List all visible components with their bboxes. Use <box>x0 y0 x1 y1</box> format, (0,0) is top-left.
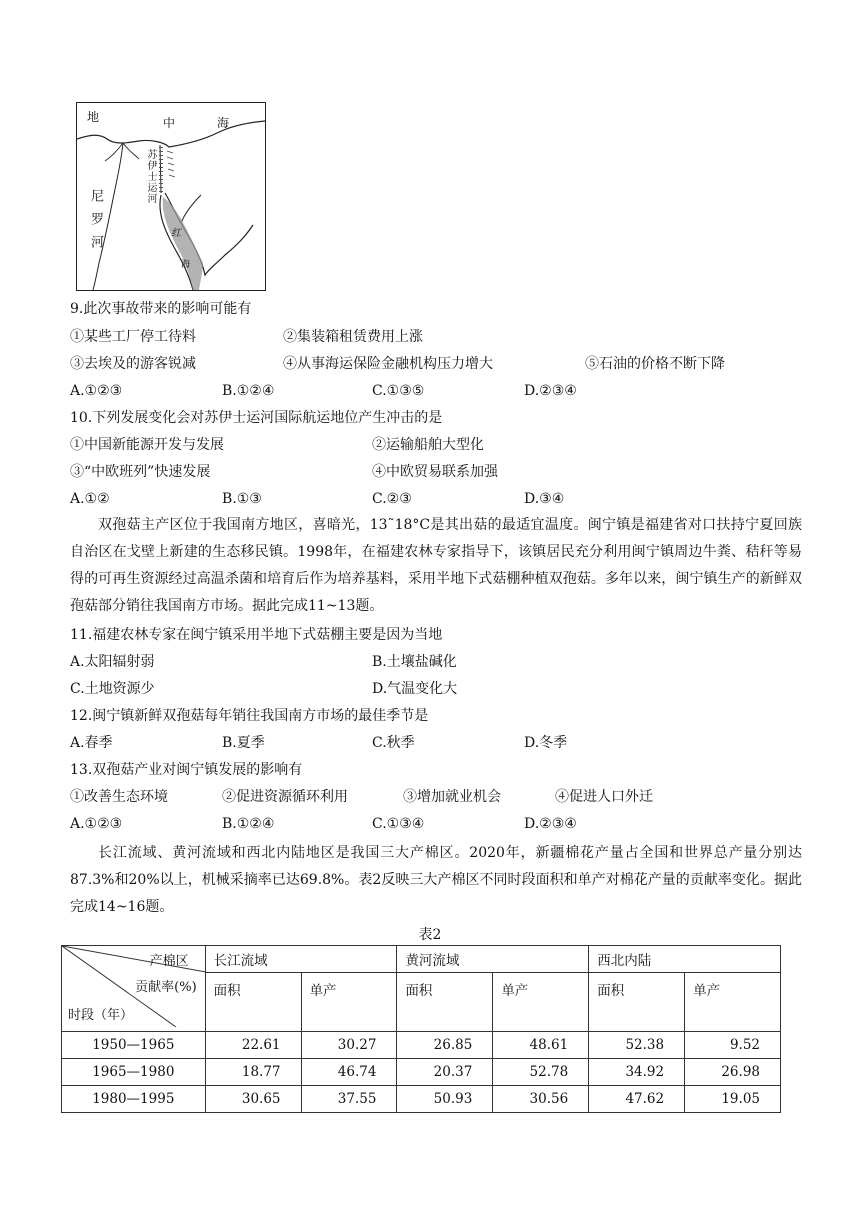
map-drawing <box>77 103 265 290</box>
subheader-yield-1: 单产 <box>301 973 397 1032</box>
q10-item-1: ①中国新能源开发与发展 <box>70 437 224 453</box>
subheader-area-1: 面积 <box>205 973 301 1032</box>
map-label-red-sea: 海 <box>181 260 191 270</box>
value-cell: 30.65 <box>205 1086 301 1113</box>
subheader-yield-2: 单产 <box>493 973 589 1032</box>
q9-option-a[interactable]: A.①②③ <box>70 383 123 399</box>
period-cell: 1950—1965 <box>62 1032 206 1059</box>
subheader-yield-3: 单产 <box>685 973 781 1032</box>
subheader-area-3: 面积 <box>589 973 685 1032</box>
corner-label-rate: 贡献率(%) <box>135 980 197 995</box>
map-label-red: 红 <box>171 228 181 239</box>
value-cell: 34.92 <box>589 1059 685 1086</box>
region-header-3: 西北内陆 <box>589 946 781 973</box>
value-cell: 48.61 <box>493 1032 589 1059</box>
q13-option-d[interactable]: D.②③④ <box>524 816 577 832</box>
cotton-table <box>61 945 781 1113</box>
table-caption: 表2 <box>418 927 442 943</box>
q9-item-1: ①某些工厂停工待料 <box>70 329 196 345</box>
value-cell: 52.38 <box>589 1032 685 1059</box>
q10-item-2: ②运输船舶大型化 <box>372 437 484 453</box>
table-header-row <box>62 946 781 973</box>
value-cell: 37.55 <box>301 1086 397 1113</box>
q9-item-3: ③去埃及的游客锐减 <box>70 356 196 372</box>
passage-cotton: 长江流域、黄河流域和西北内陆地区是我国三大产棉区。2020年，新疆棉花产量占全国和世界总产量分别达87.3%和20%以上，机械采摘率已达69.8%。表2反映三大产棉区不同时段面积和单产对棉花产量的贡献率变化。据此完成14~16题。 <box>70 845 802 915</box>
q11-stem: 11.福建农林专家在闽宁镇采用半地下式菇棚主要是因为当地 <box>70 627 443 643</box>
corner-label-region: 产棉区 <box>149 954 189 969</box>
suez-canal-map <box>76 102 266 291</box>
subheader-area-2: 面积 <box>397 973 493 1032</box>
map-label-suez-canal: 苏伊士运河 <box>145 149 156 204</box>
q10-option-a[interactable]: A.①② <box>70 491 110 507</box>
q13-stem: 13.双孢菇产业对闽宁镇发展的影响有 <box>70 762 303 778</box>
q10-stem: 10.下列发展变化会对苏伊士运河国际航运地位产生冲击的是 <box>70 410 443 426</box>
table-row <box>62 1086 781 1113</box>
period-cell: 1980—1995 <box>62 1086 206 1113</box>
q10-option-b[interactable]: B.①③ <box>222 491 262 507</box>
q11-option-a[interactable]: A.太阳辐射弱 <box>70 654 155 670</box>
map-label-nile: 尼罗河 <box>88 189 103 258</box>
q10-option-c[interactable]: C.②③ <box>372 491 412 507</box>
q13-item-2: ②促进资源循环利用 <box>222 789 348 805</box>
value-cell: 46.74 <box>301 1059 397 1086</box>
q9-stem: 9.此次事故带来的影响可能有 <box>70 301 252 317</box>
q13-option-a[interactable]: A.①②③ <box>70 816 123 832</box>
q13-item-1: ①改善生态环境 <box>70 789 168 805</box>
q12-option-b[interactable]: B.夏季 <box>222 735 265 751</box>
period-cell: 1965—1980 <box>62 1059 206 1086</box>
value-cell: 26.98 <box>685 1059 781 1086</box>
q9-option-b[interactable]: B.①②④ <box>222 383 275 399</box>
region-header-2: 黄河流域 <box>397 946 589 973</box>
value-cell: 52.78 <box>493 1059 589 1086</box>
passage-mushroom: 双孢菇主产区位于我国南方地区，喜暗光，13˜18°C是其出菇的最适宜温度。闽宁镇是福建省对口扶持宁夏回族自治区在戈壁上新建的生态移民镇。1998年，在福建农林专家指导下，该镇居民充分利用闽宁镇周边牛粪、秸秆等易得的可再生资源经过高温杀菌和培育后作为培养基料，采用半地下式菇棚种植双孢菇。多年以来，闽宁镇生产的新鲜双孢菇部分销往我国南方市场。据此完成11~13题。 <box>70 517 802 614</box>
value-cell: 19.05 <box>685 1086 781 1113</box>
q9-item-2: ②集装箱租赁费用上涨 <box>283 329 423 345</box>
q13-option-c[interactable]: C.①③④ <box>372 816 425 832</box>
q10-item-4: ④中欧贸易联系加强 <box>372 464 498 480</box>
q12-option-a[interactable]: A.春季 <box>70 735 113 751</box>
value-cell: 26.85 <box>397 1032 493 1059</box>
q11-option-d[interactable]: D.气温变化大 <box>372 681 458 697</box>
map-label-di: 地 <box>87 110 100 124</box>
value-cell: 30.27 <box>301 1032 397 1059</box>
q9-option-c[interactable]: C.①③⑤ <box>372 383 425 399</box>
value-cell: 20.37 <box>397 1059 493 1086</box>
value-cell: 50.93 <box>397 1086 493 1113</box>
corner-label-period: 时段（年） <box>68 1008 134 1023</box>
q10-option-d[interactable]: D.③④ <box>524 491 565 507</box>
q11-option-b[interactable]: B.土壤盐碱化 <box>372 654 457 670</box>
value-cell: 22.61 <box>205 1032 301 1059</box>
table-corner-cell <box>62 946 206 1032</box>
table-row <box>62 1032 781 1059</box>
q13-item-4: ④促进人口外迁 <box>555 789 653 805</box>
map-label-hai: 海 <box>217 116 230 130</box>
region-header-1: 长江流域 <box>205 946 397 973</box>
q12-option-c[interactable]: C.秋季 <box>372 735 415 751</box>
q9-item-4: ④从事海运保险金融机构压力增大 <box>283 356 493 372</box>
q12-stem: 12.闽宁镇新鲜双孢菇每年销往我国南方市场的最佳季节是 <box>70 708 429 724</box>
q11-option-c[interactable]: C.土地资源少 <box>70 681 155 697</box>
q12-option-d[interactable]: D.冬季 <box>524 735 568 751</box>
q9-item-5: ⑤石油的价格不断下降 <box>585 356 725 372</box>
q9-option-d[interactable]: D.②③④ <box>524 383 577 399</box>
value-cell: 47.62 <box>589 1086 685 1113</box>
value-cell: 9.52 <box>685 1032 781 1059</box>
q10-item-3: ③“中欧班列”快速发展 <box>70 464 211 480</box>
value-cell: 18.77 <box>205 1059 301 1086</box>
q13-item-3: ③增加就业机会 <box>403 789 501 805</box>
value-cell: 30.56 <box>493 1086 589 1113</box>
map-label-zhong: 中 <box>163 116 176 130</box>
table-row <box>62 1059 781 1086</box>
q13-option-b[interactable]: B.①②④ <box>222 816 275 832</box>
